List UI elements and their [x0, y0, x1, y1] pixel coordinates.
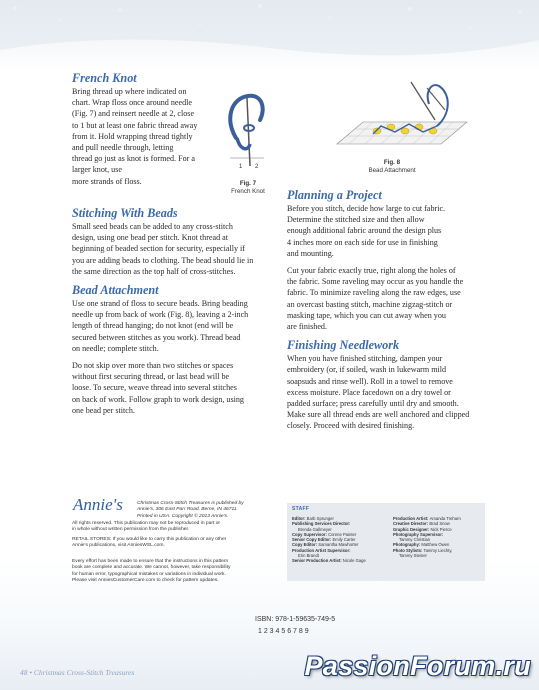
stitching-beads-line: the same direction as the top half of cross-stitches.	[72, 266, 236, 276]
finishing-line: embroidery (or, if soiled, wash in lukewarm mild	[287, 365, 447, 375]
fig7-label-1: 1	[239, 164, 243, 170]
stitching-beads-section	[72, 206, 282, 277]
retail-line: RETAIL STORES: If you would like to carry this publication or any other	[72, 537, 227, 542]
french-knot-line: more strands of floss.	[72, 176, 142, 186]
snow-header-decoration	[0, 0, 539, 60]
staff-name: Samantha Mawhorter	[318, 542, 359, 548]
bead-attachment-section	[72, 283, 282, 416]
staff-role: Production Artist:	[393, 516, 430, 521]
finishing-line: closely. Proceed with desired finishing.	[287, 421, 415, 431]
bead-attachment-text-1	[72, 298, 282, 354]
planning-heading: Planning a Project	[287, 188, 382, 202]
staff-name: Corene Painter	[328, 531, 357, 537]
retail-stores-note	[72, 537, 282, 550]
planning-line: fabric. To minimize raveling along the raw edges, use	[287, 288, 461, 298]
planning-line: enough additional fabric around the design plus	[287, 226, 442, 236]
bead-attachment-line: needle up from back of work (Fig. 8), leaving a 2-inch	[72, 310, 249, 320]
finishing-line: Make sure all thread ends are well anchored and clipped	[287, 410, 470, 420]
finishing-line: When you have finished stitching, dampen your	[287, 354, 443, 364]
french-knot-line: (Fig. 7) and reinsert needle at 2, close	[72, 109, 195, 119]
isbn: ISBN: 978-1-59635-749-5	[255, 616, 336, 623]
staff-name: Barb Sprunger	[306, 516, 334, 521]
staff-role: Photography:	[393, 542, 422, 548]
staff-role: Graphic Designer:	[393, 526, 431, 532]
bead-attachment-line: one bead per stitch.	[72, 405, 135, 415]
finishing-text	[287, 353, 499, 431]
publisher-info-line: Annie's, 306 East Parr Road, Berne, IN 46711.	[137, 507, 238, 513]
bead-attachment-line: length of thread hanging; do not knot (end will be	[72, 321, 234, 331]
planning-line: Cut your fabric exactly true, right along the holes of	[287, 266, 456, 276]
publisher-info-line: Printed in USA. Copyright © 2013 Annie's.	[137, 513, 229, 519]
staff-role: Editor:	[292, 516, 307, 521]
disclaimer-line: book are complete and accurate. We cannot, however, take responsibility	[72, 565, 231, 571]
publisher-info	[137, 501, 277, 520]
planning-section	[287, 188, 499, 332]
french-knot-line: thread go just as knot is formed. For a	[72, 154, 195, 164]
planning-line: the fabric. Some raveling may occur as you handle the	[287, 277, 464, 287]
annies-logo: Annie's	[73, 495, 123, 514]
bead-attachment-line: Do not skip over more than two stitches or spaces	[72, 361, 234, 371]
staff-name: Tammy Christian	[399, 537, 431, 543]
planning-line: an overcast basting stitch, machine zigzag-stitch or	[287, 299, 453, 309]
fig7-title: French Knot	[231, 187, 265, 195]
french-knot-heading: French Knot	[72, 71, 137, 85]
planning-line: are finished.	[287, 322, 328, 332]
bead-attachment-line: on needle; complete stitch.	[72, 343, 159, 353]
publisher-info-line: Christmas Cross-Stitch Treasures is published by	[137, 501, 244, 506]
bead-attachment-text-2	[72, 360, 282, 416]
left-column-lower	[72, 206, 282, 422]
planning-line: Determine the stitched size and then allow	[287, 215, 425, 225]
staff-right-column	[393, 516, 485, 558]
fig8-label: Fig. 8	[383, 159, 401, 166]
fig8-caption	[363, 159, 421, 174]
stitching-beads-line: you are adding beads to clothing. The bead should lie in	[72, 255, 254, 265]
staff-title: STAFF	[292, 506, 310, 512]
disclaimer-line: Please visit AnniesCustomerCare.com to check for pattern updates.	[72, 578, 219, 584]
stitching-beads-line: design, using one bead per stitch. Knot thread at	[72, 233, 228, 243]
french-knot-line: from it. Hold wrapping thread tightly	[72, 131, 193, 141]
french-knot-line: larger knot, use	[72, 165, 122, 175]
staff-role: Creative Director:	[393, 521, 430, 527]
french-knot-line: and pull needle through, letting	[72, 143, 174, 153]
staff-name: Nicole Gage	[342, 558, 366, 564]
stitching-beads-line: Small seed beads can be added to any cross-stitch	[72, 222, 233, 231]
disclaimer-line: Every effort has been made to ensure that the instructions in this pattern	[72, 559, 229, 564]
french-knot-line: Bring thread up where indicated on	[72, 87, 187, 96]
bead-attachment-line: on back of work. Follow graph to work design, using	[72, 394, 244, 404]
staff-name: Nick Pierce	[430, 526, 452, 532]
planning-text-1	[287, 203, 499, 259]
finishing-section	[287, 338, 499, 431]
staff-name: Tammy Liechty,	[423, 547, 453, 553]
stitching-beads-text	[72, 221, 282, 277]
staff-role: Publishing Services Director:	[292, 521, 351, 527]
planning-text-2	[287, 265, 499, 332]
publisher-rights-line: in whole without written permission from the publisher.	[72, 527, 190, 533]
staff-name: Matthew Owen	[421, 542, 450, 548]
staff-role: Photography Supervisor:	[393, 531, 444, 537]
fig8-bead-attachment-illustration	[333, 74, 471, 158]
retail-line: Annie's publications, visit AnniesWSL.com.	[72, 543, 165, 549]
staff-role: Production Artist Supervisor:	[292, 547, 351, 553]
fig7-caption	[224, 180, 272, 195]
staff-role: Photo Stylists:	[393, 547, 424, 553]
staff-name: Emily Carter	[332, 537, 356, 543]
publisher-rights	[72, 521, 282, 534]
bead-attachment-line: loose. To secure, weave thread into several stitches	[72, 383, 237, 393]
fig7-french-knot-illustration	[222, 88, 272, 180]
stitching-beads-line: beginning of beaded section for security, especially if	[72, 244, 245, 254]
planning-line: 4 inches more on each side for use in finishing	[287, 237, 438, 247]
staff-name: Erin Brandt	[298, 553, 319, 559]
watermark: PassionForum.ru	[304, 651, 531, 681]
disclaimer-line: for human error, typographical mistakes or variations in individual work.	[72, 571, 226, 577]
finishing-line: padded surface; press carefully until dry and smooth.	[287, 399, 459, 409]
french-knot-line: to 1 but at least one fabric thread away	[72, 120, 198, 130]
staff-name: Brad Snow	[429, 521, 450, 527]
staff-role: Senior Copy Editor:	[292, 537, 333, 543]
finishing-line: soapsuds and rinse well). Roll in a towel to remove	[287, 376, 453, 386]
staff-entry	[393, 553, 485, 558]
staff-role: Copy Editor:	[292, 542, 319, 548]
planning-line: and mounting.	[287, 248, 334, 258]
planning-line: Before you stitch, decide how large to cut fabric.	[287, 204, 446, 213]
staff-name: Tammy Steiner	[399, 553, 427, 559]
staff-role: Copy Supervisor:	[292, 531, 329, 537]
fig7-label: Fig. 7	[239, 180, 257, 187]
finishing-line: excess moisture. Place facedown on a dry towel or	[287, 387, 451, 397]
stitching-beads-heading: Stitching With Beads	[72, 206, 178, 220]
planning-line: masking tape, which you can cut away when you	[287, 310, 446, 320]
staff-entry	[292, 558, 392, 563]
printing-line: 1 2 3 4 5 6 7 8 9	[258, 628, 309, 635]
bead-attachment-line: Use one strand of floss to secure beads. Bring beading	[72, 299, 248, 309]
staff-left-column	[292, 516, 392, 564]
french-knot-line: chart. Wrap floss once around needle	[72, 98, 192, 108]
fig7-label-2: 2	[255, 164, 259, 170]
disclaimer-note	[72, 559, 287, 585]
bead-attachment-line: without first securing thread, or last bead will be	[72, 372, 230, 382]
right-column	[287, 188, 499, 438]
staff-name: Brenda Gallmeyer	[298, 526, 332, 532]
staff-name: Amanda Treharn	[429, 516, 461, 521]
staff-box	[287, 503, 485, 581]
fig8-title: Bead Attachment	[368, 166, 416, 174]
page-footer: 48 • Christmas Cross-Stitch Treasures	[20, 668, 135, 677]
finishing-heading: Finishing Needlework	[287, 338, 400, 353]
bead-attachment-line: secured between stitches as you work). Thread bead	[72, 332, 241, 342]
publisher-rights-line: All rights reserved. This publication may not be reproduced in part or	[72, 521, 221, 526]
staff-role: Senior Production Artist:	[292, 558, 343, 564]
bead-attachment-heading: Bead Attachment	[72, 283, 159, 298]
